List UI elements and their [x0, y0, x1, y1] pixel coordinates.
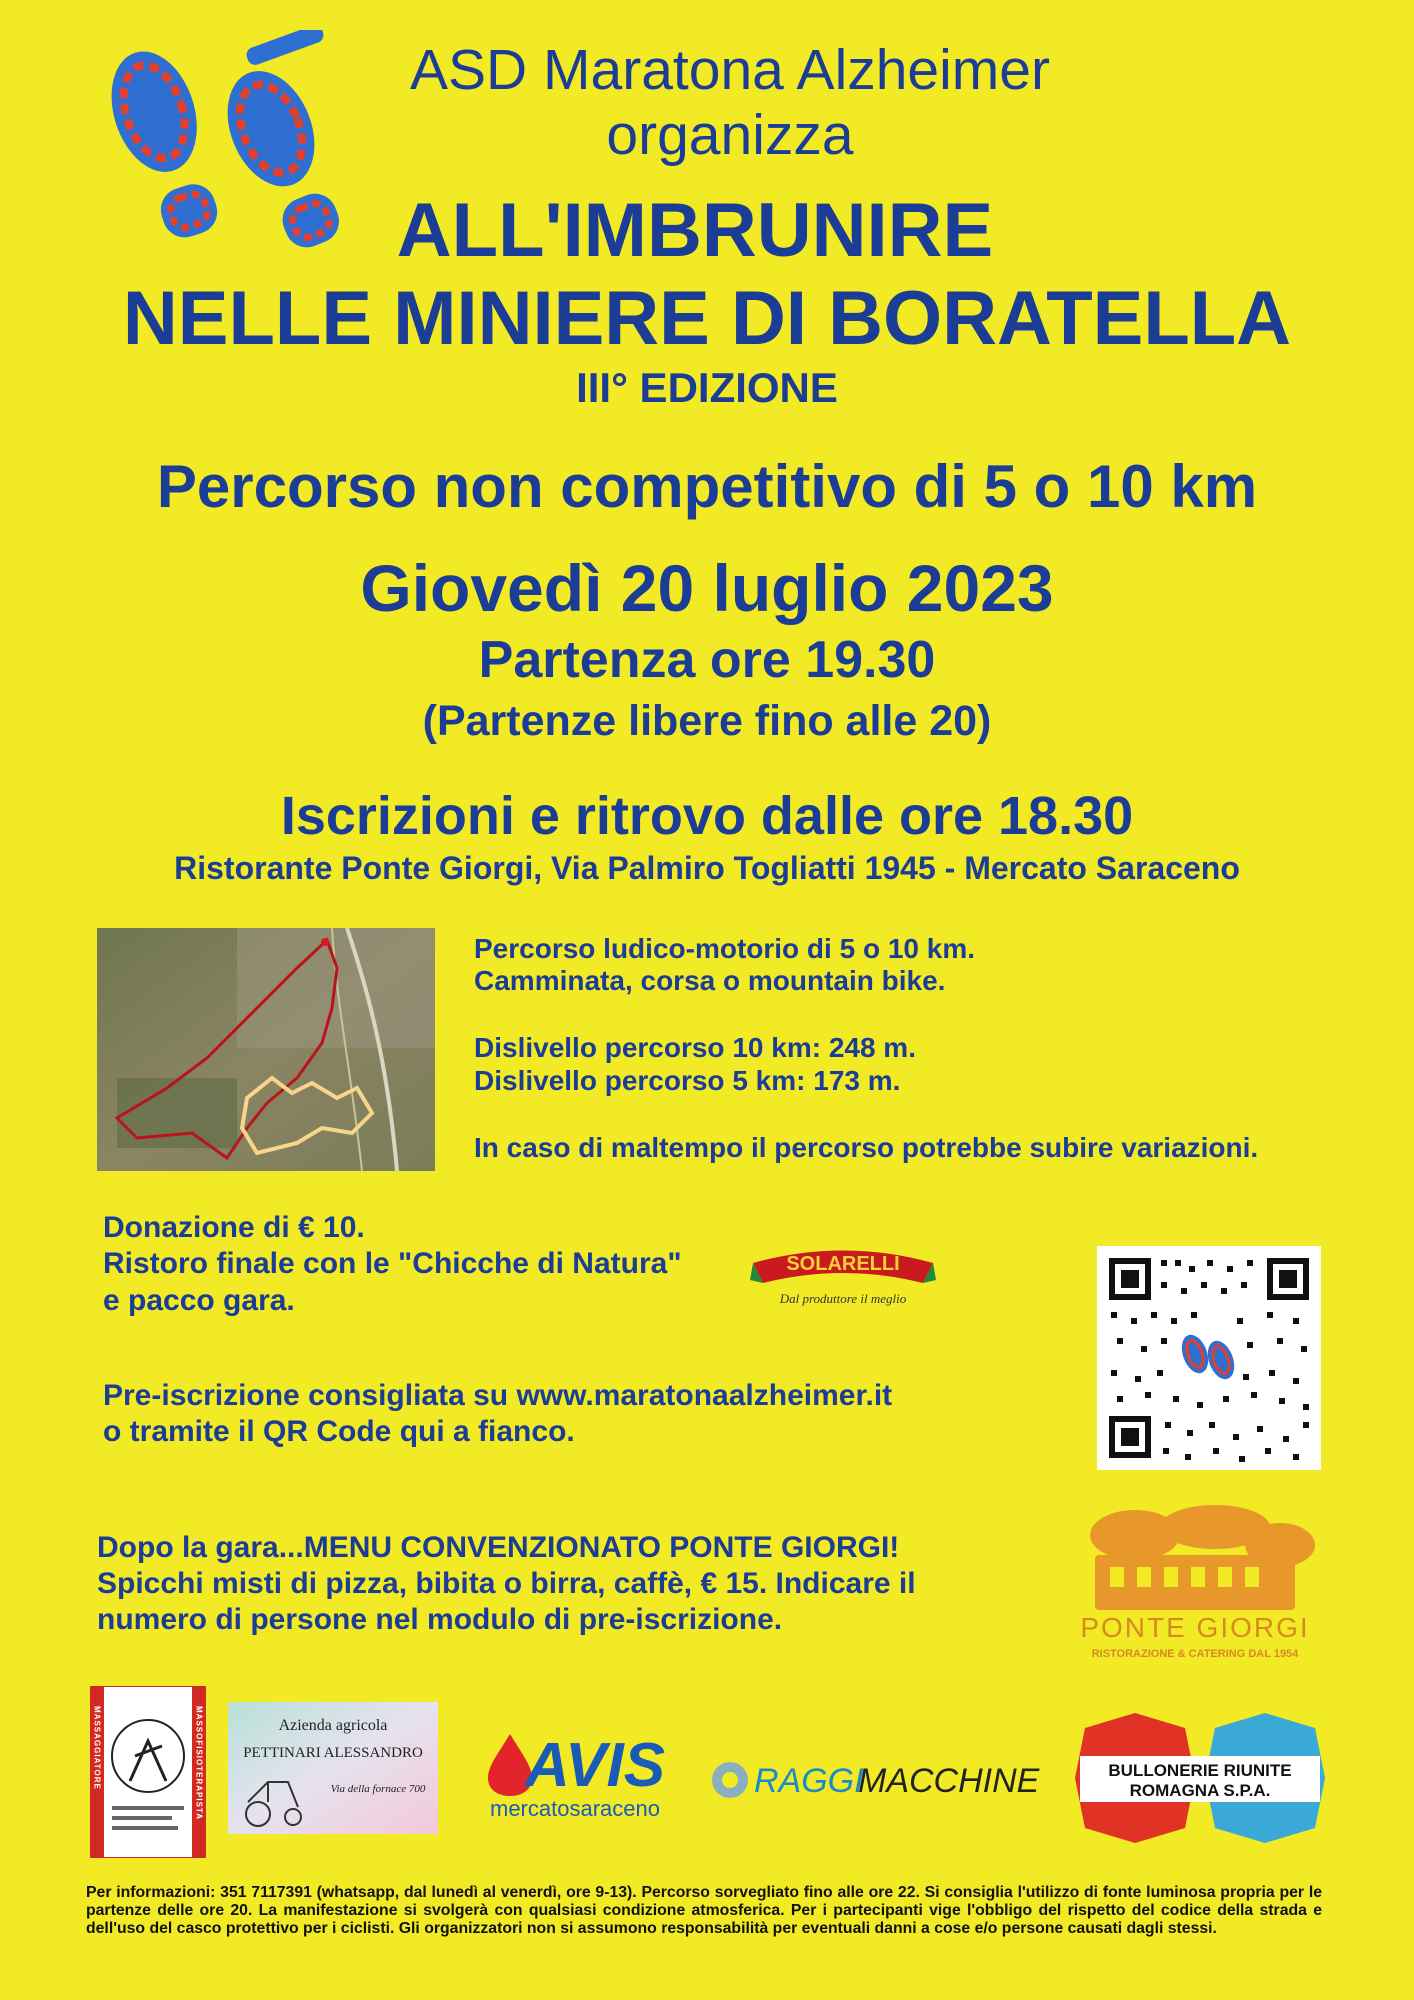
solarelli-logo: [748, 1238, 938, 1313]
event-title-line1: ALL'IMBRUNIRE: [396, 188, 994, 273]
weather-note: In caso di maltempo il percorso potrebbe subire variazioni.: [474, 1132, 1259, 1163]
event-title-line2: NELLE MINIERE DI BORATELLA: [122, 276, 1292, 361]
menu-line3: numero di persone nel modulo di pre-iscrizione.: [97, 1603, 783, 1636]
ponte-giorgi-name: PONTE GIORGI: [1080, 1612, 1310, 1643]
menu-line1: Dopo la gara...MENU CONVENZIONATO PONTE GIORGI!: [97, 1531, 900, 1564]
event-date: Giovedì 20 luglio 2023: [360, 551, 1054, 625]
registration-time: Iscrizioni e ritrovo dalle ore 18.30: [280, 786, 1134, 846]
macchine-label: MACCHINE: [858, 1762, 1040, 1800]
footer-info: Per informazioni: 351 7117391 (whatsapp, dal lunedì al venerdì, ore 9-13). Percorso sorvegliato fino alle ore 22. Si consiglia l'utilizzo di fonte luminosa propria per le partenze delle ore 20. La manifestazione si svolgerà con qualsiasi condizione atmosferica. Per i partecipanti vige l'obbligo del rispetto del codice della strada e dell'uso del casco protettivo per i ciclisti. Gli organizzatori non si assumono responsabilità per eventuali danni a cose e/o persone causati dagli stessi.: [86, 1884, 1322, 1937]
start-time: Partenza ore 19.30: [478, 631, 936, 689]
solarelli-name: SOLARELLI: [786, 1253, 900, 1275]
donation-line2: Ristoro finale con le "Chicche di Natura": [103, 1247, 682, 1280]
massage-left-label: MASSAGGIATORE: [92, 1706, 102, 1790]
agri-line3: Via della fornace 700: [330, 1783, 426, 1795]
bullonerie-logo: [1075, 1708, 1325, 1848]
tractor-icon: [712, 1762, 748, 1798]
ponte-giorgi-logo: [1065, 1505, 1325, 1670]
edition-label: III° EDIZIONE: [576, 364, 838, 411]
footprints-logo: [95, 30, 365, 260]
organizer-name: ASD Maratona Alzheimer: [410, 38, 1050, 102]
route-description-1: Percorso ludico-motorio di 5 o 10 km.: [474, 933, 975, 964]
agricultural-company-logo: [228, 1702, 438, 1834]
free-starts-note: (Partenze libere fino alle 20): [422, 697, 992, 745]
raggi-macchine-logo: [708, 1748, 1048, 1810]
donation-line3: e pacco gara.: [103, 1284, 295, 1317]
preregistration-line2: o tramite il QR Code qui a fianco.: [103, 1415, 575, 1448]
donation-line1: Donazione di € 10.: [103, 1211, 365, 1244]
raggi-label: RAGGI: [754, 1762, 864, 1800]
ponte-giorgi-tagline: RISTORAZIONE & CATERING DAL 1954: [1091, 1648, 1299, 1660]
organize-verb: organizza: [606, 103, 854, 167]
route-description-2: Camminata, corsa o mountain bike.: [474, 965, 946, 996]
bullonerie-line2: ROMAGNA S.P.A.: [1129, 1781, 1271, 1800]
elevation-5km: Dislivello percorso 5 km: 173 m.: [474, 1065, 901, 1096]
agri-line1: Azienda agricola: [278, 1717, 388, 1734]
avis-name: AVIS: [524, 1731, 666, 1800]
elevation-10km: Dislivello percorso 10 km: 248 m.: [474, 1032, 916, 1063]
venue-address: Ristorante Ponte Giorgi, Via Palmiro Togliatti 1945 - Mercato Saraceno: [174, 850, 1240, 886]
preregistration-line1: Pre-iscrizione consigliata su www.maratonaalzheimer.it: [103, 1379, 893, 1412]
avis-city: mercatosaraceno: [490, 1796, 660, 1820]
avis-logo: [470, 1728, 680, 1820]
solarelli-tagline: Dal produttore il meglio: [779, 1291, 907, 1306]
route-type: Percorso non competitivo di 5 o 10 km: [156, 453, 1258, 520]
massage-right-label: MASSOFISIOTERAPISTA: [194, 1706, 204, 1820]
menu-line2: Spicchi misti di pizza, bibita o birra, caffè, € 15. Indicare il: [97, 1567, 916, 1600]
massage-therapist-logo: [90, 1686, 206, 1858]
qr-code[interactable]: [1097, 1246, 1321, 1470]
route-map: [97, 928, 435, 1171]
bullonerie-line1: BULLONERIE RIUNITE: [1108, 1761, 1292, 1780]
agri-line2: PETTINARI ALESSANDRO: [243, 1745, 423, 1761]
